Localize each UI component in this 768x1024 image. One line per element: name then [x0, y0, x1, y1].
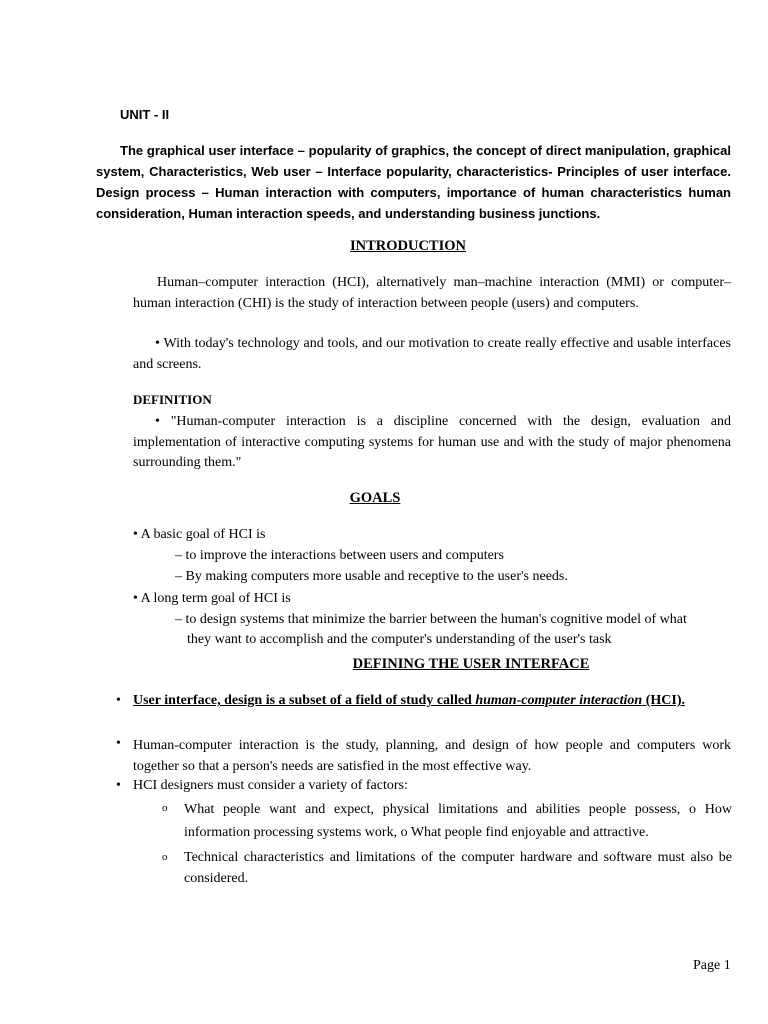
introduction-paragraph: Human–computer interaction (HCI), alternatively man–machine interaction (MMI) or computer– human interaction (CHI) is the study of interaction between people (users) and computers.	[133, 275, 731, 311]
circle-bullet-icon: o	[162, 802, 168, 814]
bullet-icon: •	[116, 693, 121, 708]
ui-bullet-subset-text: User interface, design is a subset of a field of study called	[133, 693, 476, 708]
goal-longterm-sub	[175, 610, 731, 650]
bullet-icon: •	[116, 778, 121, 793]
ui-bullet-subset-suffix: (HCI).	[642, 693, 685, 708]
circle-bullet-icon: o	[162, 851, 168, 863]
page-number: Page 1	[693, 958, 731, 973]
definition-text: • "Human-computer interaction is a discipline concerned with the design, evaluation and implementation of interactive computing systems for human use and with the study of major phenomena surrounding them."	[133, 414, 731, 470]
factor-item: Technical characteristics and limitations of the computer hardware and software must also be considered.	[184, 850, 732, 886]
introduction-bullet: • With today's technology and tools, and our motivation to create really effective and usable interfaces and screens.	[133, 336, 731, 372]
ui-bullet-factors: HCI designers must consider a variety of factors:	[133, 778, 408, 793]
definition-label: DEFINITION	[133, 392, 212, 407]
bullet-icon: •	[116, 736, 121, 751]
goal-basic-sub: – By making computers more usable and receptive to the user's needs.	[175, 569, 568, 584]
ui-bullet-hci-study: Human-computer interaction is the study, planning, and design of how people and computers work together so that a person's needs are satisfied in the most effective way.	[133, 738, 731, 774]
goal-basic: • A basic goal of HCI is	[133, 527, 266, 542]
unit-title: UNIT - II	[120, 107, 170, 122]
goal-longterm-sub-line2: they want to accomplish and the computer's understanding of the user's task	[187, 632, 612, 647]
factor-item: What people want and expect, physical limitations and abilities people possess, o How information processing systems work, o What people find enjoyable and attractive.	[184, 802, 732, 840]
syllabus-summary: The graphical user interface – popularity of graphics, the concept of direct manipulation, graphical system, Characteristics, Web user – Interface popularity, characteristics- Principles of user interface. Design process – Human interaction with computers, importance of human characteristics human consideration, Human interaction speeds, and understanding business junctions.	[96, 143, 731, 221]
goal-longterm-sub-line1: – to design systems that minimize the barrier between the human's cognitive model of what	[175, 612, 687, 627]
goal-longterm: • A long term goal of HCI is	[133, 591, 291, 606]
defining-ui-heading: DEFINING THE USER INTERFACE	[352, 656, 590, 672]
goals-heading: GOALS	[349, 490, 401, 506]
goal-basic-sub: – to improve the interactions between users and computers	[175, 548, 504, 563]
ui-bullet-subset	[133, 693, 685, 709]
ui-bullet-subset-emphasis: human-computer interaction	[475, 693, 643, 708]
introduction-heading: INTRODUCTION	[349, 238, 466, 254]
